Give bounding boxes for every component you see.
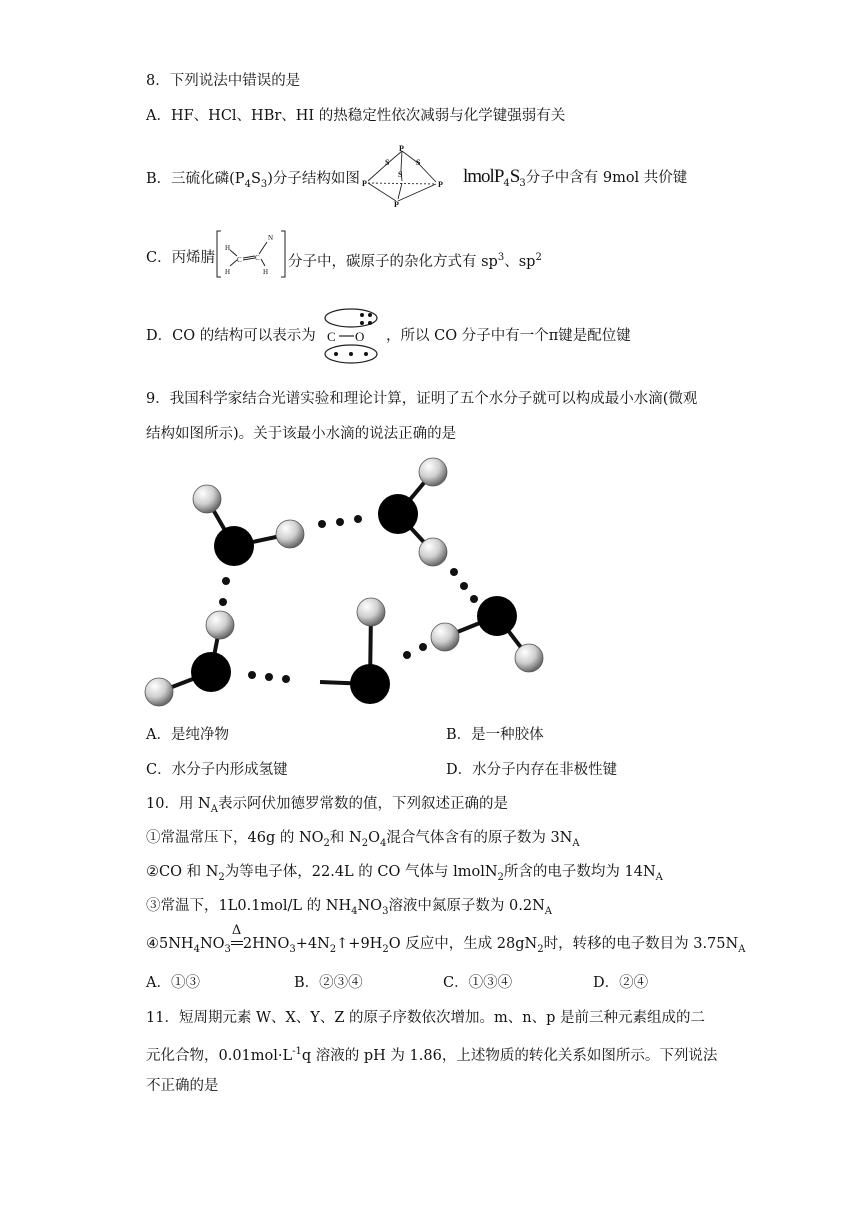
text: 溶液中氮原子数为 0.2N [388, 898, 545, 914]
sub: A [738, 943, 746, 955]
q8-option-b-tail [463, 167, 687, 194]
text: NO [199, 936, 225, 952]
text: ③常温下，1L0.1mol/L 的 NH [146, 898, 352, 914]
s-label: S [398, 170, 403, 179]
text: O 反应中，生成 28gN [388, 936, 538, 952]
sub: A [210, 803, 218, 815]
q9-option-c: C．水分子内形成氢键 [146, 762, 288, 778]
text: )分子结构如图 [267, 171, 360, 187]
sub: 4 [379, 837, 387, 849]
sub: 3 [260, 178, 268, 190]
p-label: P [438, 180, 443, 189]
text: O [368, 830, 380, 846]
s-label: S [385, 158, 390, 167]
text: 10．用 N [146, 796, 211, 812]
c-label: C [327, 329, 336, 344]
q8-option-b [146, 169, 360, 195]
q8-option-c [146, 248, 215, 268]
sub: A [572, 837, 580, 849]
text: +4N [295, 936, 330, 952]
text: 、sp [504, 253, 536, 270]
text: ①常温常压下，46g 的 NO [146, 830, 324, 846]
p-label: P [394, 200, 399, 209]
q10-stem [146, 794, 508, 820]
s-label: S [416, 158, 421, 167]
q8-option-a: A．HF、HCl、HBr、HI 的热稳定性依次减弱与化学键强弱有关 [146, 108, 566, 124]
text: 2HNO [242, 936, 290, 952]
p-label: P [399, 144, 404, 153]
sub: 2 [497, 871, 504, 883]
text: 表示阿伏加德罗常数的值，下列叙述正确的是 [217, 796, 508, 812]
q9-option-b: B．是一种胶体 [446, 727, 544, 743]
sup: -1 [292, 1046, 302, 1057]
text: 和 N [329, 830, 362, 846]
text: 分子中含有 9mol 共价键 [525, 170, 688, 186]
text: 为等电子体，22.4L 的 CO 气体与 lmolN [224, 864, 498, 880]
sub: 2 [323, 837, 330, 849]
sup: 2 [535, 252, 542, 263]
text: S [250, 171, 261, 187]
q10-statement-4 [146, 923, 746, 960]
acrylonitrile-structure-diagram [215, 228, 287, 280]
sub: 4 [351, 905, 358, 917]
equals-bar [231, 941, 243, 945]
sub: 3 [224, 943, 231, 955]
q8-option-d [146, 326, 316, 346]
p-label: P [362, 179, 367, 188]
q9-stem-line2: 结构如图所示)。关于该最小水滴的说法正确的是 [146, 426, 457, 442]
q11-stem-line3: 不正确的是 [146, 1078, 219, 1094]
sub: 2 [329, 943, 337, 955]
sup: 3 [497, 252, 505, 263]
p4s3-structure-diagram [358, 143, 450, 211]
q9-option-a: A．是纯净物 [146, 727, 229, 743]
n-label: N [268, 234, 274, 242]
q9-option-d: D．水分子内存在非极性键 [446, 762, 618, 778]
c-label: C [255, 254, 260, 262]
text: ②CO 和 N [146, 864, 219, 880]
q10-option-a: A．①③ [146, 975, 200, 991]
text: B．三硫化磷(P [146, 171, 245, 187]
sub: 2 [537, 943, 544, 955]
o-label: O [355, 329, 365, 344]
sub: 4 [244, 178, 251, 190]
text: ④5NH [146, 936, 194, 952]
sub: 3 [382, 905, 389, 917]
sub: 4 [503, 177, 510, 189]
q11-stem-line1: 11．短周期元素 W、X、Y、Z 的原子序数依次增加。m、n、p 是前三种元素组成的二 [146, 1010, 706, 1026]
text: q 溶液的 pH 为 1.86，上述物质的转化关系如图所示。下列说法 [301, 1047, 718, 1064]
text: ↑+9H [336, 936, 383, 952]
q10-statement-3 [146, 896, 552, 922]
text: C．丙烯腈 [146, 250, 216, 266]
q10-option-b: B．②③④ [294, 975, 363, 991]
sub: 3 [289, 943, 296, 955]
q9-stem-line1: 9．我国科学家结合光谱实验和理论计算，证明了五个水分子就可以构成最小水滴(微观 [146, 391, 698, 407]
h-label: H [263, 268, 269, 276]
text: D．CO 的结构可以表示为 [146, 328, 316, 344]
sub: A [655, 871, 663, 883]
q8-option-d-tail: ，所以 CO 分子中有一个π键是配位键 [386, 328, 631, 344]
h-label: H [225, 244, 231, 252]
delta-label: Δ [231, 923, 242, 938]
text: 元化合物，0.01mol·L [146, 1047, 293, 1064]
water-cluster-diagram [140, 452, 560, 712]
sub: 3 [519, 177, 526, 189]
q8-option-c-tail [288, 248, 542, 272]
text: 时，转移的电子数目为 3.75N [543, 936, 739, 952]
text: S [509, 166, 520, 187]
q10-statement-1 [146, 828, 580, 854]
text: lmolP [463, 166, 504, 187]
text: 混合气体含有的原子数为 3N [386, 830, 573, 846]
sub: 2 [218, 871, 225, 883]
text: 分子中，碳原子的杂化方式有 sp [288, 253, 498, 270]
text: NO [357, 898, 383, 914]
co-structure-diagram [318, 304, 382, 368]
heat-equals-sign [231, 923, 243, 954]
q10-option-d: D．②④ [593, 975, 649, 991]
text: 所含的电子数均为 14N [503, 864, 656, 880]
sub: 2 [361, 837, 369, 849]
sub: 4 [193, 943, 200, 955]
sub: 2 [382, 943, 389, 955]
q11-stem-line2 [146, 1042, 717, 1066]
q10-statement-2 [146, 862, 663, 888]
c-label: C [237, 256, 242, 264]
q10-option-c: C．①③④ [443, 975, 513, 991]
sub: A [544, 905, 553, 917]
h-label: H [225, 268, 231, 276]
q8-stem: 8．下列说法中错误的是 [146, 73, 301, 89]
